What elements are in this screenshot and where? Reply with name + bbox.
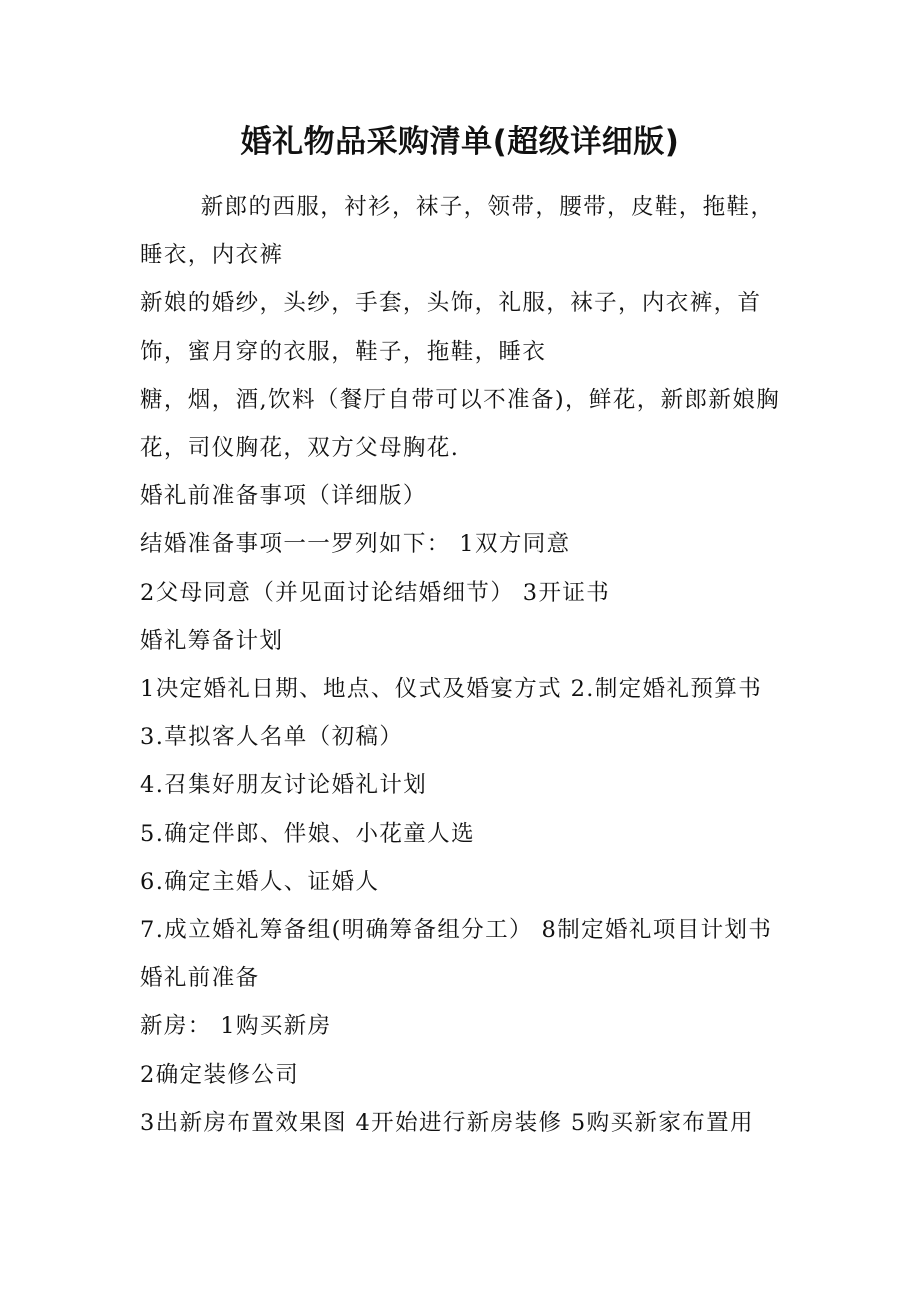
plan-step-7-8: 7.成立婚礼筹备组(明确筹备组分工） 8制定婚礼项目计划书 [140, 917, 773, 944]
new-home-step-3-5: 3出新房布置效果图 4开始进行新房装修 5购买新家布置用 [140, 1109, 754, 1136]
paragraph-steps-2-3: 2父母同意（并见面讨论结婚细节） 3开证书 [140, 579, 611, 606]
paragraph-supplies: 糖，烟，酒,饮料（餐厅自带可以不准备)，鲜花，新郎新娘胸花，司仪胸花，双方父母胸花. [140, 386, 781, 462]
new-home-step-1: 新房： 1购买新房 [140, 1013, 332, 1040]
section-heading-plan: 婚礼筹备计划 [140, 627, 284, 654]
document-body [140, 183, 790, 1147]
plan-step-4: 4.召集好朋友讨论婚礼计划 [140, 772, 428, 799]
paragraph-groom-items: 新郎的西服，衬衫，袜子，领带，腰带，皮鞋，拖鞋，睡衣，内衣裤 [140, 194, 775, 269]
plan-step-3: 3.草拟客人名单（初稿） [140, 724, 404, 751]
plan-step-6: 6.确定主婚人、证婚人 [140, 868, 380, 895]
document-title: 婚礼物品采购清单(超级详细版) [240, 124, 680, 160]
section-heading-preparation: 婚礼前准备事项（详细版） [140, 483, 427, 510]
paragraph-list-intro: 结婚准备事项一一罗列如下： 1双方同意 [140, 531, 571, 558]
paragraph-bride-items: 新娘的婚纱，头纱，手套，头饰，礼服，袜子，内衣裤，首饰，蜜月穿的衣服，鞋子，拖鞋，睡衣 [140, 290, 762, 365]
section-heading-before-wedding: 婚礼前准备 [140, 965, 260, 992]
plan-step-1-2: 1决定婚礼日期、地点、仪式及婚宴方式 2.制定婚礼预算书 [140, 676, 763, 703]
plan-step-5: 5.确定伴郎、伴娘、小花童人选 [140, 820, 475, 847]
new-home-step-2: 2确定装修公司 [140, 1061, 300, 1088]
